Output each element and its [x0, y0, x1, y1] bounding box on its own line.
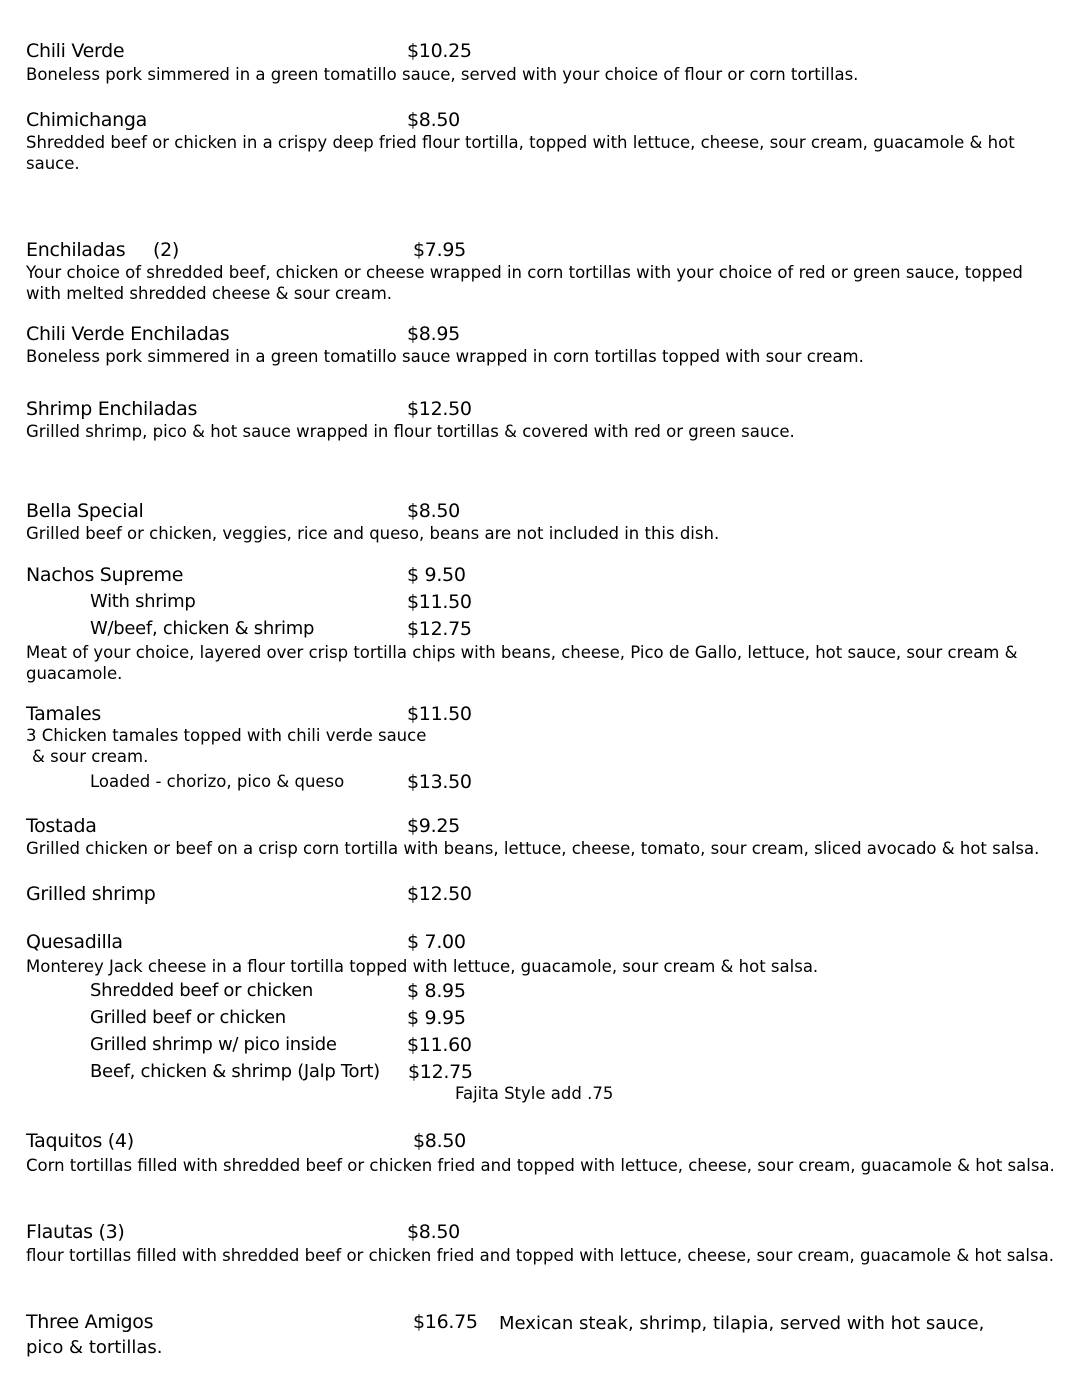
option-label: With shrimp: [90, 591, 196, 612]
item-title: Quesadilla: [26, 931, 123, 953]
item-description: Shredded beef or chicken in a crispy deep fried flour tortilla, topped with lettuce, cheese, sour cream, guacamole & hot sauce.: [26, 133, 1015, 173]
item-quantity: (2): [153, 239, 180, 261]
item-description-cont: pico & tortillas.: [26, 1337, 163, 1358]
item-price: $8.95: [407, 323, 460, 345]
option-price: $13.50: [407, 771, 472, 793]
option-price: $12.50: [407, 883, 472, 905]
item-description: Grilled beef or chicken, veggies, rice and queso, beans are not included in this dish.: [26, 524, 720, 543]
item-title: Enchiladas: [26, 239, 126, 261]
item-price: $8.50: [407, 1221, 460, 1243]
item-note: Fajita Style add .75: [455, 1084, 614, 1103]
option-label: Grilled beef or chicken: [90, 1007, 286, 1028]
item-description: Corn tortillas filled with shredded beef or chicken fried and topped with lettuce, cheese, sour cream, guacamole & hot salsa.: [26, 1156, 1055, 1175]
item-description: Meat of your choice, layered over crisp tortilla chips with beans, cheese, Pico de Gallo, lettuce, hot sauce, sour cream & guacamole.: [26, 643, 1018, 683]
item-title: Three Amigos: [26, 1311, 154, 1333]
item-title: Bella Special: [26, 500, 144, 522]
item-title: Taquitos (4): [26, 1130, 134, 1152]
item-title: Shrimp Enchiladas: [26, 398, 198, 420]
item-price: $8.50: [407, 109, 460, 131]
option-label: Beef, chicken & shrimp (Jalp Tort): [90, 1061, 380, 1082]
option-label: Shredded beef or chicken: [90, 980, 314, 1001]
item-price: $16.75: [413, 1311, 478, 1333]
item-description: flour tortillas filled with shredded beef or chicken fried and topped with lettuce, cheese, sour cream, guacamole & hot salsa.: [26, 1246, 1054, 1265]
item-price: $10.25: [407, 40, 472, 62]
item-description: Grilled shrimp, pico & hot sauce wrapped in flour tortillas & covered with red or green sauce.: [26, 422, 795, 441]
item-title: Tamales: [26, 703, 102, 725]
item-description: Monterey Jack cheese in a flour tortilla topped with lettuce, guacamole, sour cream & hot salsa.: [26, 957, 819, 976]
option-price: $11.50: [407, 591, 472, 613]
item-price: $7.95: [413, 239, 466, 261]
option-label: Grilled shrimp: [26, 883, 156, 905]
item-price: $12.50: [407, 398, 472, 420]
item-price: $8.50: [407, 500, 460, 522]
option-label: W/beef, chicken & shrimp: [90, 618, 315, 639]
option-price: $ 8.95: [407, 980, 466, 1002]
item-price: $11.50: [407, 703, 472, 725]
item-description: Boneless pork simmered in a green tomatillo sauce wrapped in corn tortillas topped with sour cream.: [26, 347, 864, 366]
item-title: Nachos Supreme: [26, 564, 184, 586]
option-label: Loaded - chorizo, pico & queso: [90, 772, 345, 791]
item-description: Your choice of shredded beef, chicken or cheese wrapped in corn tortillas with your choice of red or green sauce, topped with melted shredded cheese & sour cream.: [26, 263, 1023, 303]
item-title: Chimichanga: [26, 109, 147, 131]
item-price: $9.25: [407, 815, 460, 837]
option-price: $11.60: [407, 1034, 472, 1056]
item-description: Boneless pork simmered in a green tomatillo sauce, served with your choice of flour or corn tortillas.: [26, 65, 859, 84]
option-price: $12.75: [408, 1061, 473, 1083]
item-description: Grilled chicken or beef on a crisp corn tortilla with beans, lettuce, cheese, tomato, sour cream, sliced avocado & hot salsa.: [26, 839, 1040, 858]
item-description: 3 Chicken tamales topped with chili verde sauce: [26, 726, 427, 745]
option-price: $12.75: [407, 618, 472, 640]
item-title: Chili Verde: [26, 40, 125, 62]
item-price: $ 9.50: [407, 564, 466, 586]
option-price: $ 9.95: [407, 1007, 466, 1029]
item-title: Flautas (3): [26, 1221, 125, 1243]
option-label: Grilled shrimp w/ pico inside: [90, 1034, 337, 1055]
item-title: Tostada: [26, 815, 97, 837]
item-price: $ 7.00: [407, 931, 466, 953]
item-description: Mexican steak, shrimp, tilapia, served with hot sauce,: [499, 1313, 985, 1334]
item-title: Chili Verde Enchiladas: [26, 323, 230, 345]
item-price: $8.50: [413, 1130, 466, 1152]
item-description-cont: & sour cream.: [32, 747, 149, 766]
